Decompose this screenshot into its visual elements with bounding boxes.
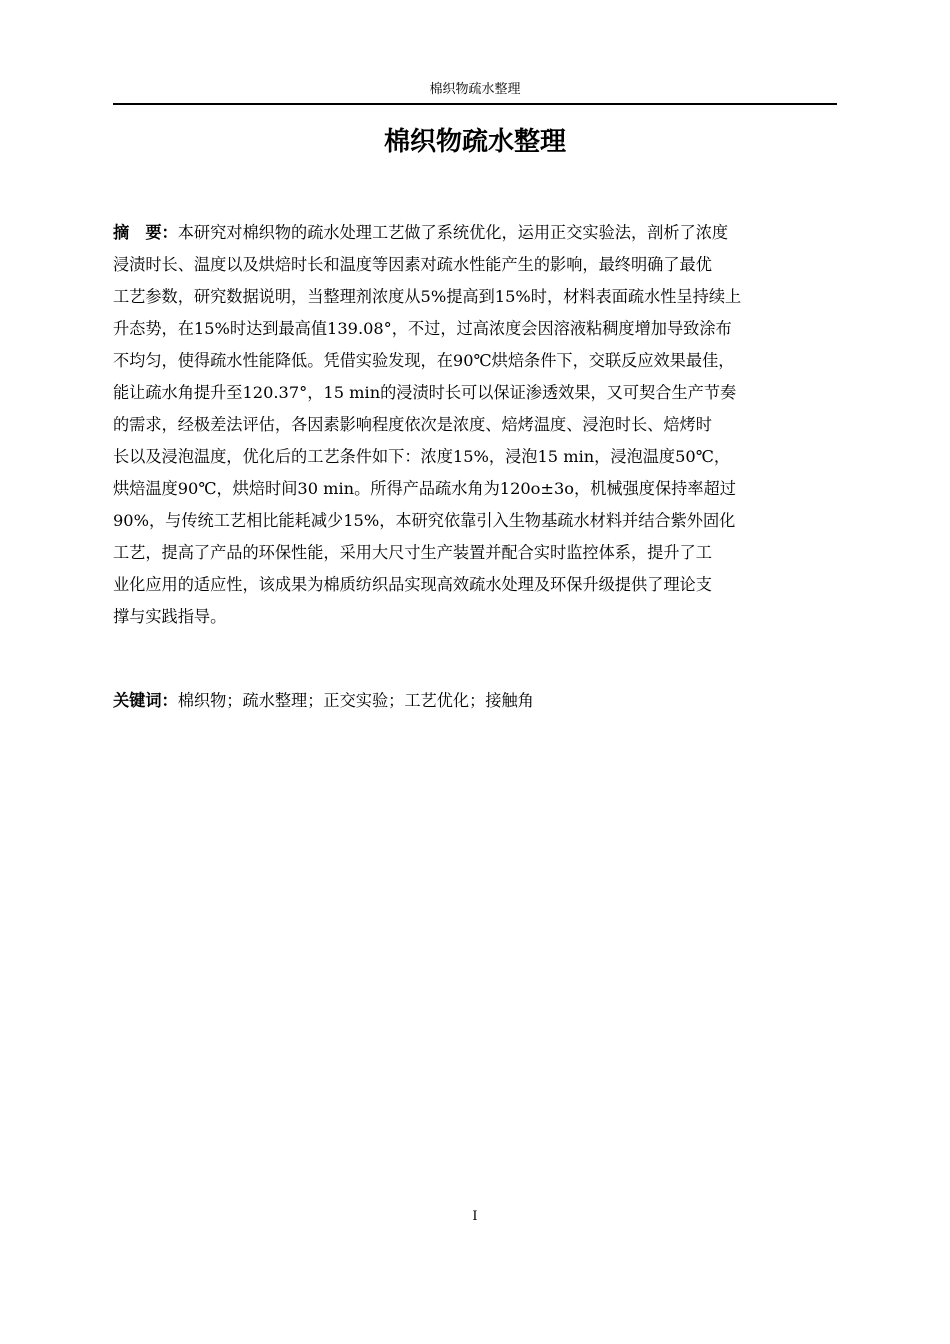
abstract-line: 工艺，提高了产品的环保性能，采用大尺寸生产装置并配合实时监控体系，提升了工 [113, 543, 712, 562]
page-title: 棉织物疏水整理 [383, 127, 566, 157]
header-rule [113, 103, 837, 105]
abstract-line: 不均匀，使得疏水性能降低。凭借实验发现，在90℃烘焙条件下，交联反应效果最佳， [113, 351, 735, 370]
abstract-text: 本研究对棉织物的疏水处理工艺做了系统优化，运用正交实验法，剖析了浓度 [177, 223, 729, 242]
abstract-line: 升态势，在15%时达到最高值139.08°，不过，过高浓度会因溶液粘稠度增加导致涂布 [113, 319, 732, 338]
abstract-line: 工艺参数，研究数据说明，当整理剂浓度从5%提高到15%时，材料表面疏水性呈持续上 [113, 287, 742, 306]
keywords-text: 棉织物；疏水整理；正交实验；工艺优化；接触角 [177, 691, 534, 710]
abstract-line [113, 217, 841, 249]
abstract-line: 业化应用的适应性，该成果为棉质纺织品实现高效疏水处理及环保升级提供了理论支 [113, 575, 712, 594]
abstract-line: 90%，与传统工艺相比能耗减少15%，本研究依靠引入生物基疏水材料并结合紫外固化 [113, 511, 736, 530]
abstract-line: 烘焙温度90℃，烘焙时间30 min。所得产品疏水角为120o±3o，机械强度保持率超过 [113, 479, 736, 498]
keywords [113, 685, 837, 717]
abstract-line: 长以及浸泡温度，优化后的工艺条件如下：浓度15%，浸泡15 min，浸泡温度50℃， [113, 447, 731, 466]
abstract-line: 的需求，经极差法评估，各因素影响程度依次是浓度、焙烤温度、浸泡时长、焙烤时 [113, 415, 712, 434]
abstract-line: 撑与实践指导。 [113, 607, 227, 626]
keywords-label: 关键词： [113, 691, 178, 710]
abstract-label: 摘 要： [113, 223, 178, 242]
abstract-line: 浸渍时长、温度以及烘焙时长和温度等因素对疏水性能产生的影响，最终明确了最优 [113, 255, 712, 274]
running-header: 棉织物疏水整理 [429, 82, 521, 97]
abstract-line: 能让疏水角提升至120.37°，15 min的浸渍时长可以保证渗透效果，又可契合生产节奏 [113, 383, 737, 402]
abstract [113, 217, 841, 633]
page-number: I [472, 1209, 478, 1224]
